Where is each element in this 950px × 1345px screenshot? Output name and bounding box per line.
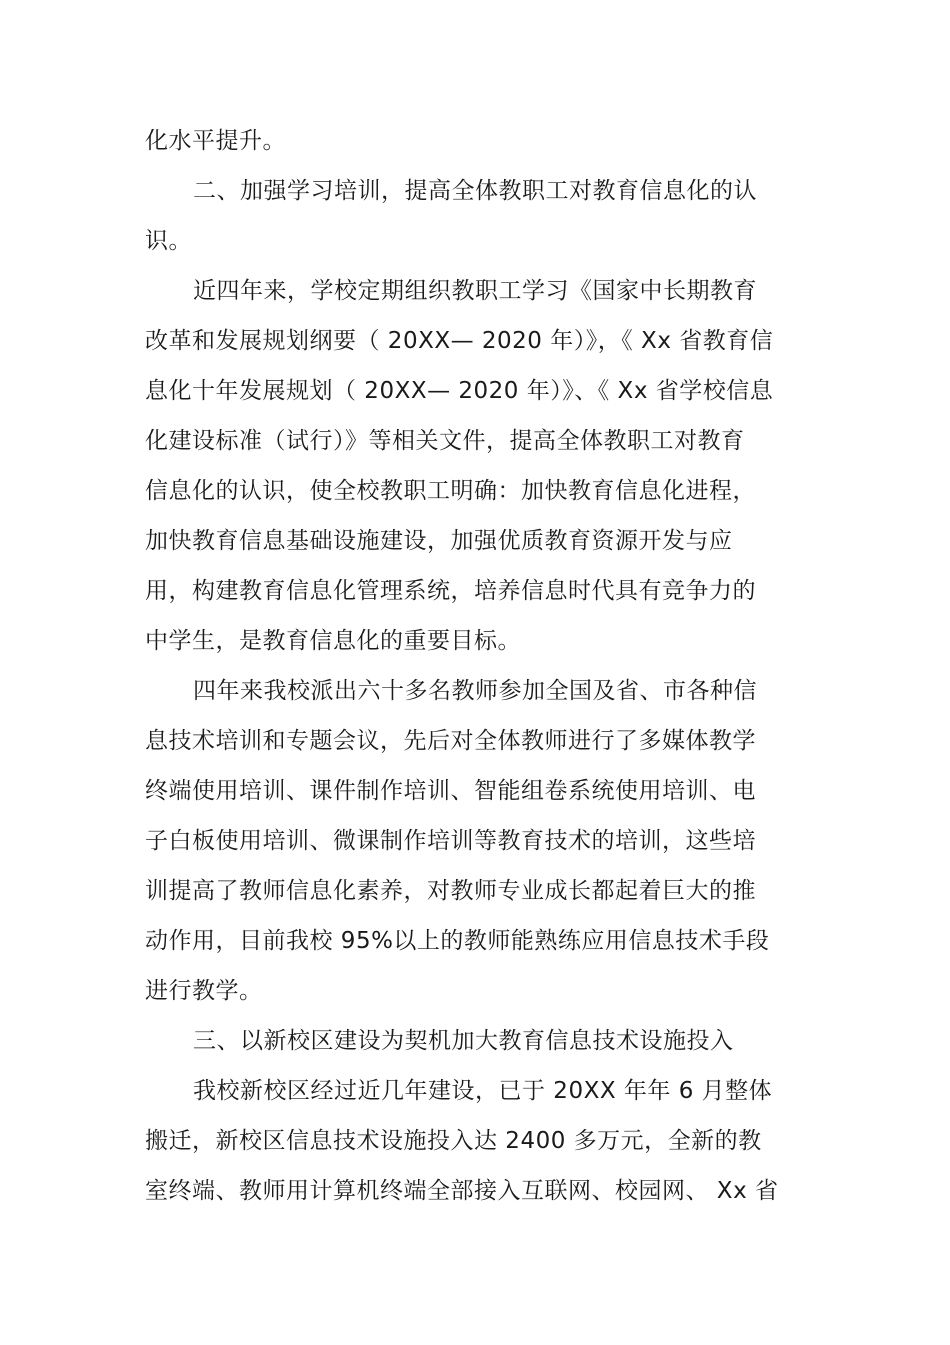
text-line: 终端使用培训、课件制作培训、智能组卷系统使用培训、电	[145, 778, 756, 804]
text-line: 加快教育信息基础设施建设，加强优质教育资源开发与应	[145, 528, 733, 554]
text-line: 动作用，目前我校 95%以上的教师能熟练应用信息技术手段	[145, 928, 770, 954]
text-line: 化建设标准（试行）》等相关文件，提高全体教职工对教育	[145, 428, 745, 454]
text-line: 室终端、教师用计算机终端全部接入互联网、校园网、 Xx 省	[145, 1178, 779, 1204]
text-line: 信息化的认识，使全校教职工明确：加快教育信息化进程，	[145, 478, 756, 504]
text-line: 化水平提升。	[145, 128, 286, 154]
text-line: 四年来我校派出六十多名教师参加全国及省、市各种信	[193, 678, 757, 704]
text-line: 近四年来，学校定期组织教职工学习《国家中长期教育	[193, 278, 757, 304]
text-line: 识。	[145, 228, 192, 254]
section-heading: 三、以新校区建设为契机加大教育信息技术设施投入	[193, 1028, 734, 1054]
text-line: 中学生，是教育信息化的重要目标。	[145, 628, 521, 654]
text-line: 改革和发展规划纲要（ 20XX— 2020 年）》，《 Xx 省教育信	[145, 328, 774, 354]
text-line: 息技术培训和专题会议，先后对全体教师进行了多媒体教学	[145, 728, 756, 754]
section-heading: 二、加强学习培训，提高全体教职工对教育信息化的认	[193, 178, 757, 204]
text-line: 我校新校区经过近几年建设，已于 20XX 年年 6 月整体	[193, 1078, 773, 1104]
text-line: 子白板使用培训、微课制作培训等教育技术的培训，这些培	[145, 828, 756, 854]
text-line: 搬迁，新校区信息技术设施投入达 2400 多万元，全新的教	[145, 1128, 762, 1154]
text-line: 训提高了教师信息化素养，对教师专业成长都起着巨大的推	[145, 878, 756, 904]
text-line: 进行教学。	[145, 978, 263, 1004]
text-line: 用，构建教育信息化管理系统，培养信息时代具有竞争力的	[145, 578, 756, 604]
text-line: 息化十年发展规划（ 20XX— 2020 年）》、《 Xx 省学校信息	[145, 378, 774, 404]
